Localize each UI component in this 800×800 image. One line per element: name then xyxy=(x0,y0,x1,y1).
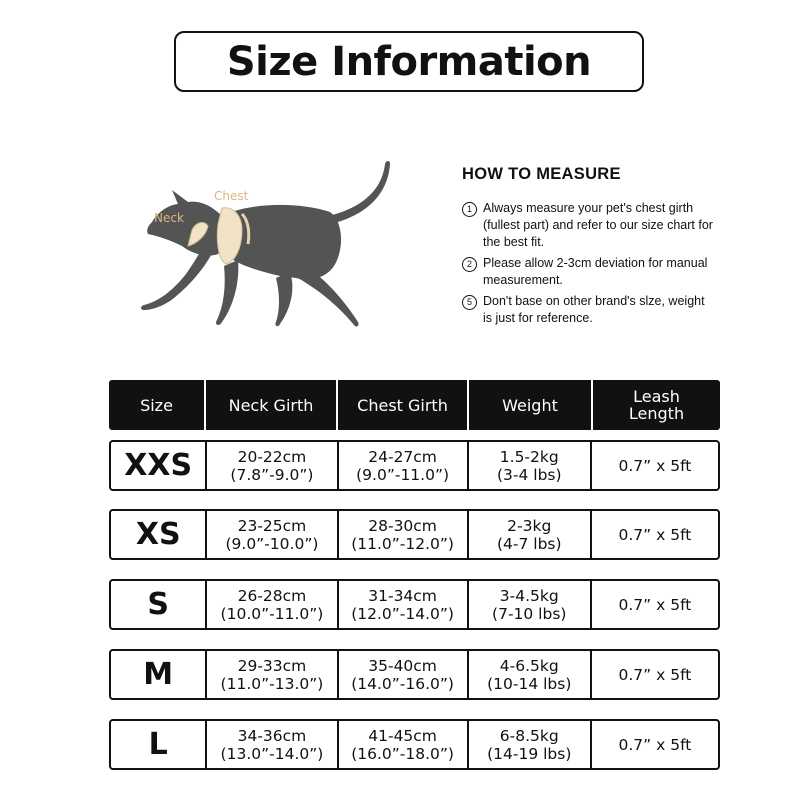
weight-cell xyxy=(469,651,592,698)
neck-cell xyxy=(207,651,338,698)
weight-cell xyxy=(469,511,592,558)
chest-cm: 35-40cm xyxy=(368,656,437,675)
header-chest-girth: Chest Girth xyxy=(338,380,469,430)
neck-cell xyxy=(207,721,338,768)
chest-cell xyxy=(339,581,469,628)
cat-silhouette xyxy=(141,161,390,326)
page-title: Size Information xyxy=(226,38,592,85)
weight-lbs: (3-4 lbs) xyxy=(496,465,562,484)
chest-cell xyxy=(339,721,469,768)
weight-cell xyxy=(469,581,592,628)
step-text: Always measure your pet's chest girth (fullest part) and refer to our size chart for the best fit. xyxy=(483,201,713,249)
neck-cm: 26-28cm xyxy=(237,586,307,605)
weight-lbs: (7-10 lbs) xyxy=(492,604,567,623)
table-row xyxy=(109,509,720,560)
title-box xyxy=(174,31,644,92)
header-size: Size xyxy=(109,380,206,430)
measure-step-2 xyxy=(462,255,722,289)
weight-kg: 2-3kg xyxy=(507,516,552,535)
chest-in: (16.0”-18.0”) xyxy=(351,744,454,763)
table-row xyxy=(109,440,720,491)
size-table xyxy=(109,380,720,763)
neck-cell xyxy=(207,581,338,628)
chest-cell xyxy=(339,442,469,489)
weight-kg: 3-4.5kg xyxy=(499,586,559,605)
neck-in: (10.0”-11.0”) xyxy=(220,604,324,623)
weight-lbs: (14-19 lbs) xyxy=(487,744,572,763)
size-cell: XS xyxy=(111,511,207,558)
table-header xyxy=(109,380,720,430)
leash-cell: 0.7” x 5ft xyxy=(618,525,692,544)
step-text: Don't base on other brand's slze, weight is just for reference. xyxy=(483,294,705,325)
chest-cm: 24-27cm xyxy=(368,447,437,466)
size-cell: S xyxy=(111,581,207,628)
weight-kg: 1.5-2kg xyxy=(499,447,559,466)
weight-lbs: (10-14 lbs) xyxy=(487,674,572,693)
leash-cell: 0.7” x 5ft xyxy=(618,595,692,614)
neck-label: Neck xyxy=(154,211,184,225)
neck-in: (7.8”-9.0”) xyxy=(230,465,314,484)
chest-cell xyxy=(339,651,469,698)
neck-cell xyxy=(207,511,338,558)
step-number-icon: 1 xyxy=(462,202,477,217)
header-leash-length: Leash Length xyxy=(628,387,685,423)
chest-in: (12.0”-14.0”) xyxy=(351,604,454,623)
step-number-icon: 2 xyxy=(462,257,477,272)
neck-in: (11.0”-13.0”) xyxy=(220,674,324,693)
size-cell: M xyxy=(111,651,207,698)
chest-cm: 41-45cm xyxy=(368,726,437,745)
neck-cm: 20-22cm xyxy=(237,447,307,466)
weight-kg: 4-6.5kg xyxy=(499,656,559,675)
chest-label: Chest xyxy=(214,189,249,203)
chest-in: (11.0”-12.0”) xyxy=(351,534,454,553)
size-cell: XXS xyxy=(111,442,207,489)
step-text: Please allow 2-3cm deviation for manual measurement. xyxy=(483,256,708,287)
header-neck-girth: Neck Girth xyxy=(206,380,338,430)
size-cell: L xyxy=(111,721,207,768)
how-to-measure-section xyxy=(462,165,722,331)
cat-illustration xyxy=(130,150,410,340)
how-to-measure-heading: HOW TO MEASURE xyxy=(462,165,621,183)
neck-in: (13.0”-14.0”) xyxy=(220,744,324,763)
step-number-icon: 5 xyxy=(462,295,477,310)
chest-in: (14.0”-16.0”) xyxy=(351,674,454,693)
chest-cell xyxy=(339,511,469,558)
chest-cm: 28-30cm xyxy=(368,516,437,535)
neck-cell xyxy=(207,442,338,489)
chest-cm: 31-34cm xyxy=(368,586,437,605)
table-row xyxy=(109,719,720,770)
neck-cm: 34-36cm xyxy=(237,726,307,745)
table-row xyxy=(109,649,720,700)
table-row xyxy=(109,579,720,630)
leash-cell: 0.7” x 5ft xyxy=(618,665,692,684)
measure-step-1 xyxy=(462,200,722,251)
chest-in: (9.0”-11.0”) xyxy=(356,465,450,484)
weight-lbs: (4-7 lbs) xyxy=(496,534,562,553)
measure-step-3 xyxy=(462,293,722,327)
leash-cell: 0.7” x 5ft xyxy=(618,735,692,754)
neck-cm: 23-25cm xyxy=(237,516,307,535)
weight-cell xyxy=(469,442,592,489)
header-weight: Weight xyxy=(469,380,593,430)
weight-kg: 6-8.5kg xyxy=(499,726,559,745)
leash-cell: 0.7” x 5ft xyxy=(618,456,692,475)
neck-in: (9.0”-10.0”) xyxy=(225,534,319,553)
neck-cm: 29-33cm xyxy=(237,656,307,675)
weight-cell xyxy=(469,721,592,768)
